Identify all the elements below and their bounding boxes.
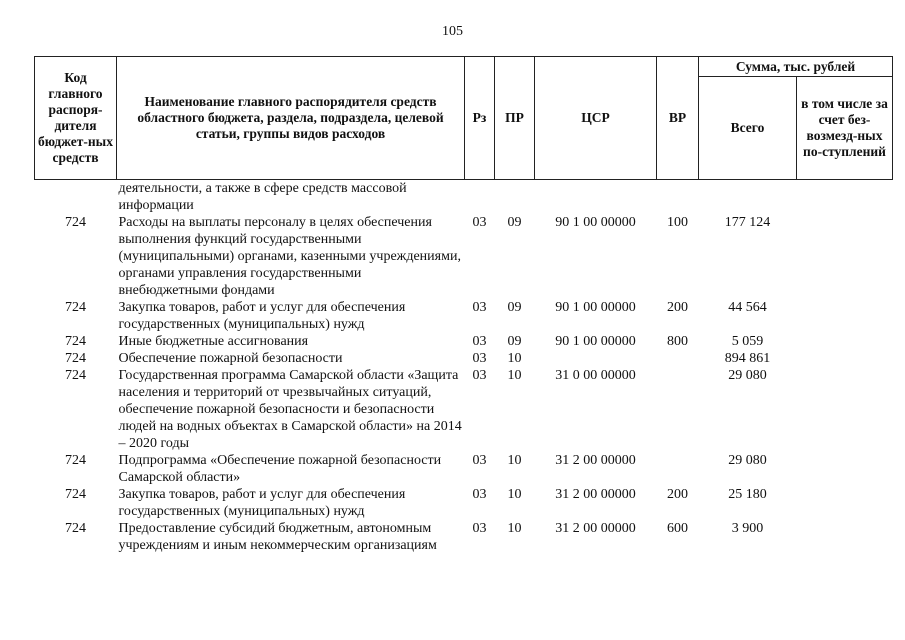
cell-total: 25 180	[728, 487, 767, 502]
cell-csr: 90 1 00 00000	[555, 215, 636, 230]
table-body	[35, 180, 893, 555]
cell-vr: 200	[667, 300, 688, 315]
table-row	[35, 214, 893, 299]
cell-gratuitous	[797, 333, 893, 350]
cell-csr	[535, 180, 657, 215]
table-row	[35, 333, 893, 350]
cell-vr	[657, 452, 699, 486]
cell-pr: 09	[507, 215, 522, 230]
table-row	[35, 452, 893, 486]
cell-csr: 31 2 00 00000	[555, 453, 636, 468]
cell-rz: 03	[472, 487, 487, 502]
cell-pr: 10	[507, 453, 522, 468]
cell-name: Закупка товаров, работ и услуг для обеспечения государственных (муниципальных) нужд	[118, 487, 406, 519]
cell-total: 5 059	[731, 334, 764, 349]
header-pr: ПР	[495, 57, 535, 180]
cell-code: 724	[65, 300, 86, 315]
cell-code: 724	[65, 453, 86, 468]
cell-name: Иные бюджетные ассигнования	[118, 334, 309, 349]
cell-pr: 10	[507, 521, 522, 536]
cell-gratuitous	[797, 486, 893, 520]
table-row	[35, 180, 893, 215]
cell-rz: 03	[472, 351, 487, 366]
header-total: Всего	[699, 77, 797, 180]
cell-vr	[657, 367, 699, 452]
cell-total: 29 080	[728, 453, 767, 468]
cell-total: 29 080	[728, 368, 767, 383]
cell-csr: 31 2 00 00000	[555, 487, 636, 502]
cell-vr: 200	[667, 487, 688, 502]
table-row	[35, 367, 893, 452]
header-name: Наименование главного распорядителя средств областного бюджета, раздела, подраздела, целевой статьи, группы видов расходов	[117, 57, 465, 180]
cell-csr: 90 1 00 00000	[555, 300, 636, 315]
cell-name: Расходы на выплаты персоналу в целях обеспечения выполнения функций государственными (муниципальными) органами, казенными учреждениями, органами управления государственными внебюджетными фондами	[118, 215, 461, 298]
cell-csr: 90 1 00 00000	[555, 334, 636, 349]
cell-vr: 100	[667, 215, 688, 230]
header-rz: Рз	[465, 57, 495, 180]
cell-pr: 10	[507, 487, 522, 502]
cell-name: Государственная программа Самарской области «Защита населения и территорий от чрезвычайных ситуаций, обеспечение пожарной безопасности и безопасности людей на водных объектах в Самарской области» на 2014 – 2020 годы	[118, 368, 462, 451]
cell-csr	[535, 350, 657, 367]
cell-rz: 03	[472, 368, 487, 383]
cell-vr	[657, 180, 699, 215]
cell-rz: 03	[472, 453, 487, 468]
cell-gratuitous	[797, 520, 893, 554]
header-csr: ЦСР	[535, 57, 657, 180]
cell-code: 724	[65, 215, 86, 230]
cell-code: 724	[65, 351, 86, 366]
cell-code: 724	[65, 487, 86, 502]
cell-pr	[495, 180, 535, 215]
header-code: Код главного распоря-дителя бюджет-ных средств	[35, 57, 117, 180]
table-row	[35, 486, 893, 520]
cell-name: деятельности, а также в сфере средств массовой информации	[118, 181, 407, 213]
cell-rz: 03	[472, 300, 487, 315]
cell-gratuitous	[797, 367, 893, 452]
cell-rz	[465, 180, 495, 215]
cell-vr: 600	[667, 521, 688, 536]
cell-gratuitous	[797, 299, 893, 333]
cell-rz: 03	[472, 334, 487, 349]
cell-csr: 31 2 00 00000	[555, 521, 636, 536]
table-row	[35, 299, 893, 333]
cell-vr	[657, 350, 699, 367]
header-vr: ВР	[657, 57, 699, 180]
cell-code	[35, 180, 117, 215]
page-number: 105	[442, 24, 463, 39]
cell-rz: 03	[472, 215, 487, 230]
cell-gratuitous	[797, 180, 893, 215]
cell-rz: 03	[472, 521, 487, 536]
header-gratuitous: в том числе за счет без-возмезд-ных по-ступлений	[797, 77, 893, 180]
cell-total: 894 861	[724, 351, 771, 366]
cell-code: 724	[65, 334, 86, 349]
cell-total: 3 900	[731, 521, 764, 536]
cell-total: 44 564	[728, 300, 767, 315]
table-row	[35, 350, 893, 367]
cell-pr: 10	[507, 368, 522, 383]
cell-pr: 09	[507, 334, 522, 349]
cell-pr: 10	[507, 351, 522, 366]
cell-gratuitous	[797, 452, 893, 486]
cell-name: Закупка товаров, работ и услуг для обеспечения государственных (муниципальных) нужд	[118, 300, 406, 332]
header-sum-group: Сумма, тыс. рублей	[699, 57, 893, 77]
budget-table	[34, 56, 893, 554]
cell-total: 177 124	[724, 215, 771, 230]
cell-gratuitous	[797, 350, 893, 367]
cell-name: Предоставление субсидий бюджетным, автономным учреждениям и иным некоммерческим организациям	[118, 521, 437, 553]
cell-total	[699, 180, 797, 215]
cell-code: 724	[65, 368, 86, 383]
table-header	[35, 57, 893, 180]
cell-vr: 800	[667, 334, 688, 349]
cell-name: Обеспечение пожарной безопасности	[118, 351, 343, 366]
cell-name: Подпрограмма «Обеспечение пожарной безопасности Самарской области»	[118, 453, 442, 485]
cell-code: 724	[65, 521, 86, 536]
table-row	[35, 520, 893, 554]
cell-pr: 09	[507, 300, 522, 315]
cell-gratuitous	[797, 214, 893, 299]
cell-csr: 31 0 00 00000	[555, 368, 636, 383]
